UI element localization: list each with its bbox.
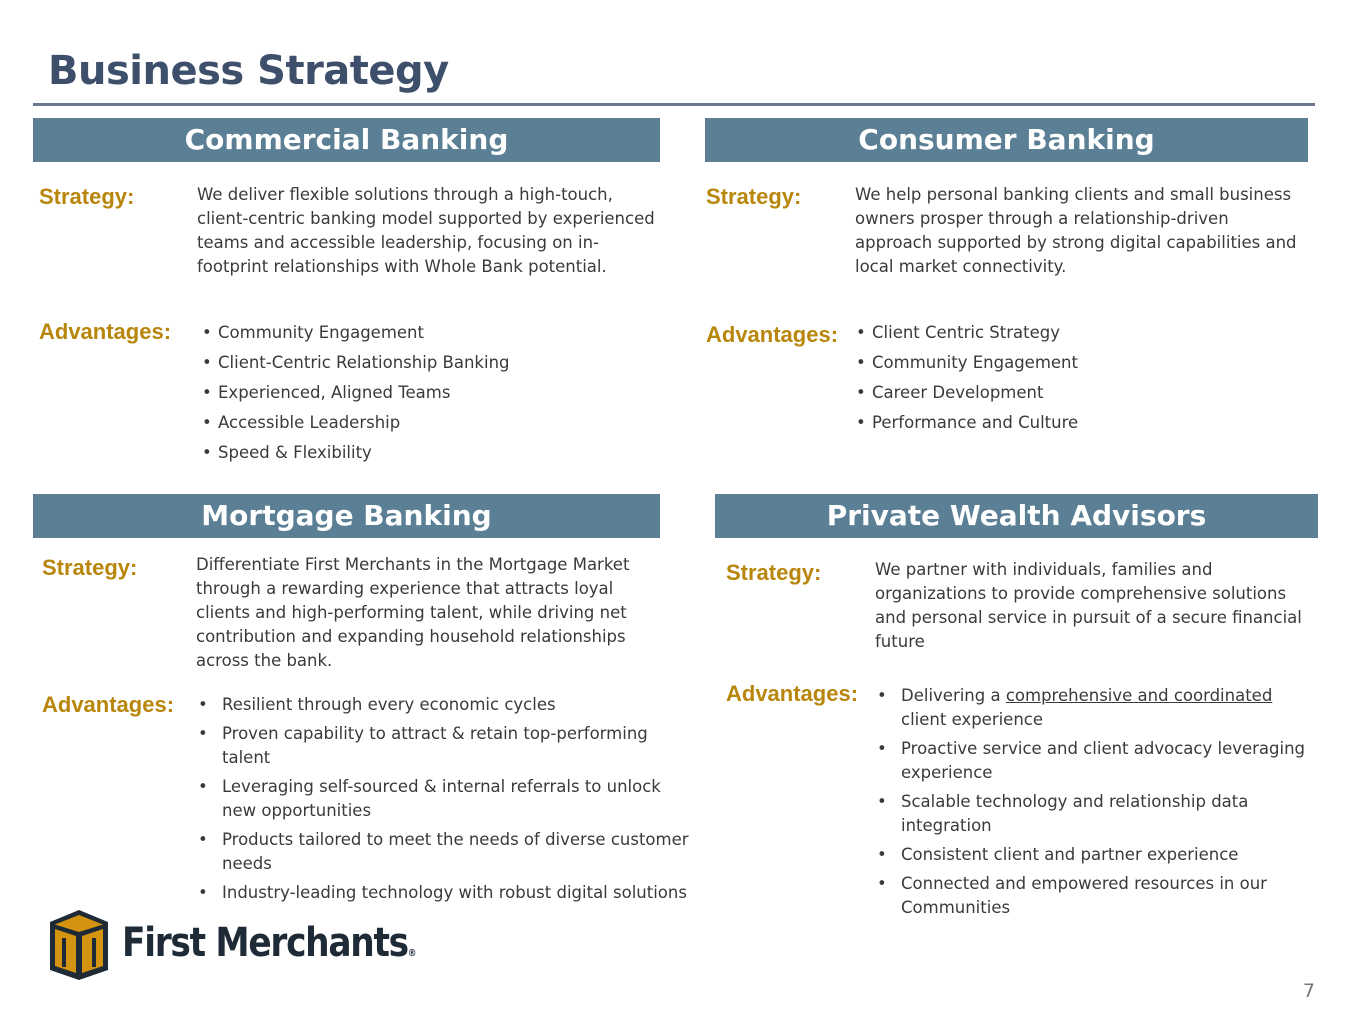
list-item: • Scalable technology and relationship data integration — [875, 790, 1315, 838]
list-item: • Speed & Flexibility — [200, 441, 640, 465]
wealth-strategy-label: Strategy: — [726, 560, 822, 585]
list-item: • Connected and empowered resources in our Communities — [875, 872, 1315, 920]
registered-mark: ® — [407, 948, 417, 959]
list-item: • Leveraging self-sourced & internal referrals to unlock new opportunities — [196, 775, 696, 823]
adv-prefix: Delivering a — [901, 686, 1006, 705]
list-item: • Resilient through every economic cycles — [196, 693, 696, 717]
list-item: • Experienced, Aligned Teams — [200, 381, 640, 405]
list-item — [875, 684, 1315, 732]
list-item: • Industry-leading technology with robust digital solutions — [196, 881, 696, 905]
adv-suffix: client experience — [901, 710, 1044, 729]
commercial-banking-header: Commercial Banking — [33, 118, 660, 162]
company-logo-wordmark — [122, 920, 416, 966]
logo-name: First Merchants — [122, 920, 408, 966]
list-item: • Consistent client and partner experience — [875, 843, 1315, 867]
consumer-strategy-label: Strategy: — [706, 184, 802, 209]
page-title: Business Strategy — [48, 48, 449, 94]
mortgage-strategy-label: Strategy: — [42, 555, 138, 580]
list-item: • Community Engagement — [854, 351, 1294, 375]
mortgage-advantages-list — [196, 693, 696, 910]
list-item: • Accessible Leadership — [200, 411, 640, 435]
consumer-advantages-label: Advantages: — [706, 322, 839, 347]
consumer-banking-header: Consumer Banking — [705, 118, 1308, 162]
wealth-strategy-text: We partner with individuals, families and organizations to provide comprehensive solutions and personal service in pursuit of a secure financial future — [875, 560, 1302, 651]
mortgage-strategy-text: Differentiate First Merchants in the Mortgage Market through a rewarding experience that attracts loyal clients and high-performing talent, while driving net contribution and expanding household relationships across the bank. — [196, 555, 630, 670]
page-number: 7 — [1302, 980, 1315, 1002]
list-item: • Products tailored to meet the needs of diverse customer needs — [196, 828, 696, 876]
building-columns-icon — [48, 908, 110, 982]
wealth-advantages-label: Advantages: — [726, 681, 859, 706]
commercial-advantages-label: Advantages: — [39, 319, 172, 344]
wealth-advantages-list — [875, 684, 1315, 925]
adv-underlined: comprehensive and coordinated — [1005, 686, 1273, 705]
list-item: • Proven capability to attract & retain top-performing talent — [196, 722, 696, 770]
list-item: • Community Engagement — [200, 321, 640, 345]
commercial-advantages-list — [200, 321, 640, 471]
list-item: • Performance and Culture — [854, 411, 1294, 435]
private-wealth-header: Private Wealth Advisors — [715, 494, 1318, 538]
mortgage-banking-header: Mortgage Banking — [33, 494, 660, 538]
commercial-strategy-text: We deliver flexible solutions through a high-touch, client-centric banking model supported by experienced teams and accessible leadership, focusing on in-footprint relationships with Whole Bank potential. — [197, 185, 655, 276]
title-divider — [33, 103, 1315, 106]
list-item: • Client Centric Strategy — [854, 321, 1294, 345]
mortgage-advantages-label: Advantages: — [42, 692, 175, 717]
list-item: • Proactive service and client advocacy leveraging experience — [875, 737, 1315, 785]
consumer-advantages-list — [854, 321, 1294, 441]
commercial-strategy-label: Strategy: — [39, 184, 135, 209]
list-item: • Client-Centric Relationship Banking — [200, 351, 640, 375]
consumer-strategy-text: We help personal banking clients and small business owners prosper through a relationship-driven approach supported by strong digital capabilities and local market connectivity. — [855, 185, 1297, 276]
list-item: • Career Development — [854, 381, 1294, 405]
